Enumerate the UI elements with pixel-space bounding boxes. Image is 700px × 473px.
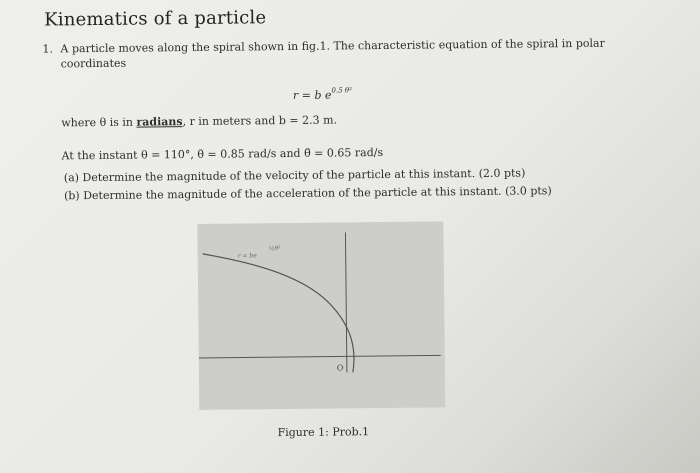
- problem-number: 1.: [42, 42, 54, 56]
- part-a: (a) Determine the magnitude of the velocity of the particle at this instant. (2.0 pts): [63, 166, 526, 185]
- equation-base: r = b e: [292, 88, 332, 102]
- y-axis: [345, 232, 346, 372]
- where-units: radians: [136, 115, 183, 129]
- figure-caption: Figure 1: Prob.1: [277, 425, 370, 440]
- curve-label: r = be: [237, 252, 257, 260]
- origin-label: O: [336, 363, 344, 373]
- spiral-diagram: [197, 221, 445, 410]
- part-b: (b) Determine the magnitude of the acceleration of the particle at this instant. (3.0 pts): [63, 184, 552, 203]
- equation-exponent: 0.5 θ²: [331, 86, 352, 95]
- spiral-equation: [293, 86, 352, 102]
- spiral-figure: [197, 221, 445, 410]
- instant-conditions: At the instant θ = 110°, θ̇ = 0.85 rad/s and θ̈ = 0.65 rad/s: [61, 145, 384, 163]
- where-suffix: , r in meters and b = 2.3 m.: [182, 113, 338, 129]
- where-line: [61, 113, 337, 129]
- spiral-curve: [203, 252, 354, 374]
- x-axis: [199, 355, 441, 358]
- page-title: Kinematics of a particle: [44, 7, 267, 31]
- where-prefix: where θ is in: [61, 115, 137, 130]
- curve-label-exponent: ½θ²: [268, 245, 281, 253]
- problem-statement-line-2: coordinates: [60, 56, 127, 71]
- problem-statement-line-1: A particle moves along the spiral shown in fig.1. The characteristic equation of the spiral in polar: [60, 36, 605, 56]
